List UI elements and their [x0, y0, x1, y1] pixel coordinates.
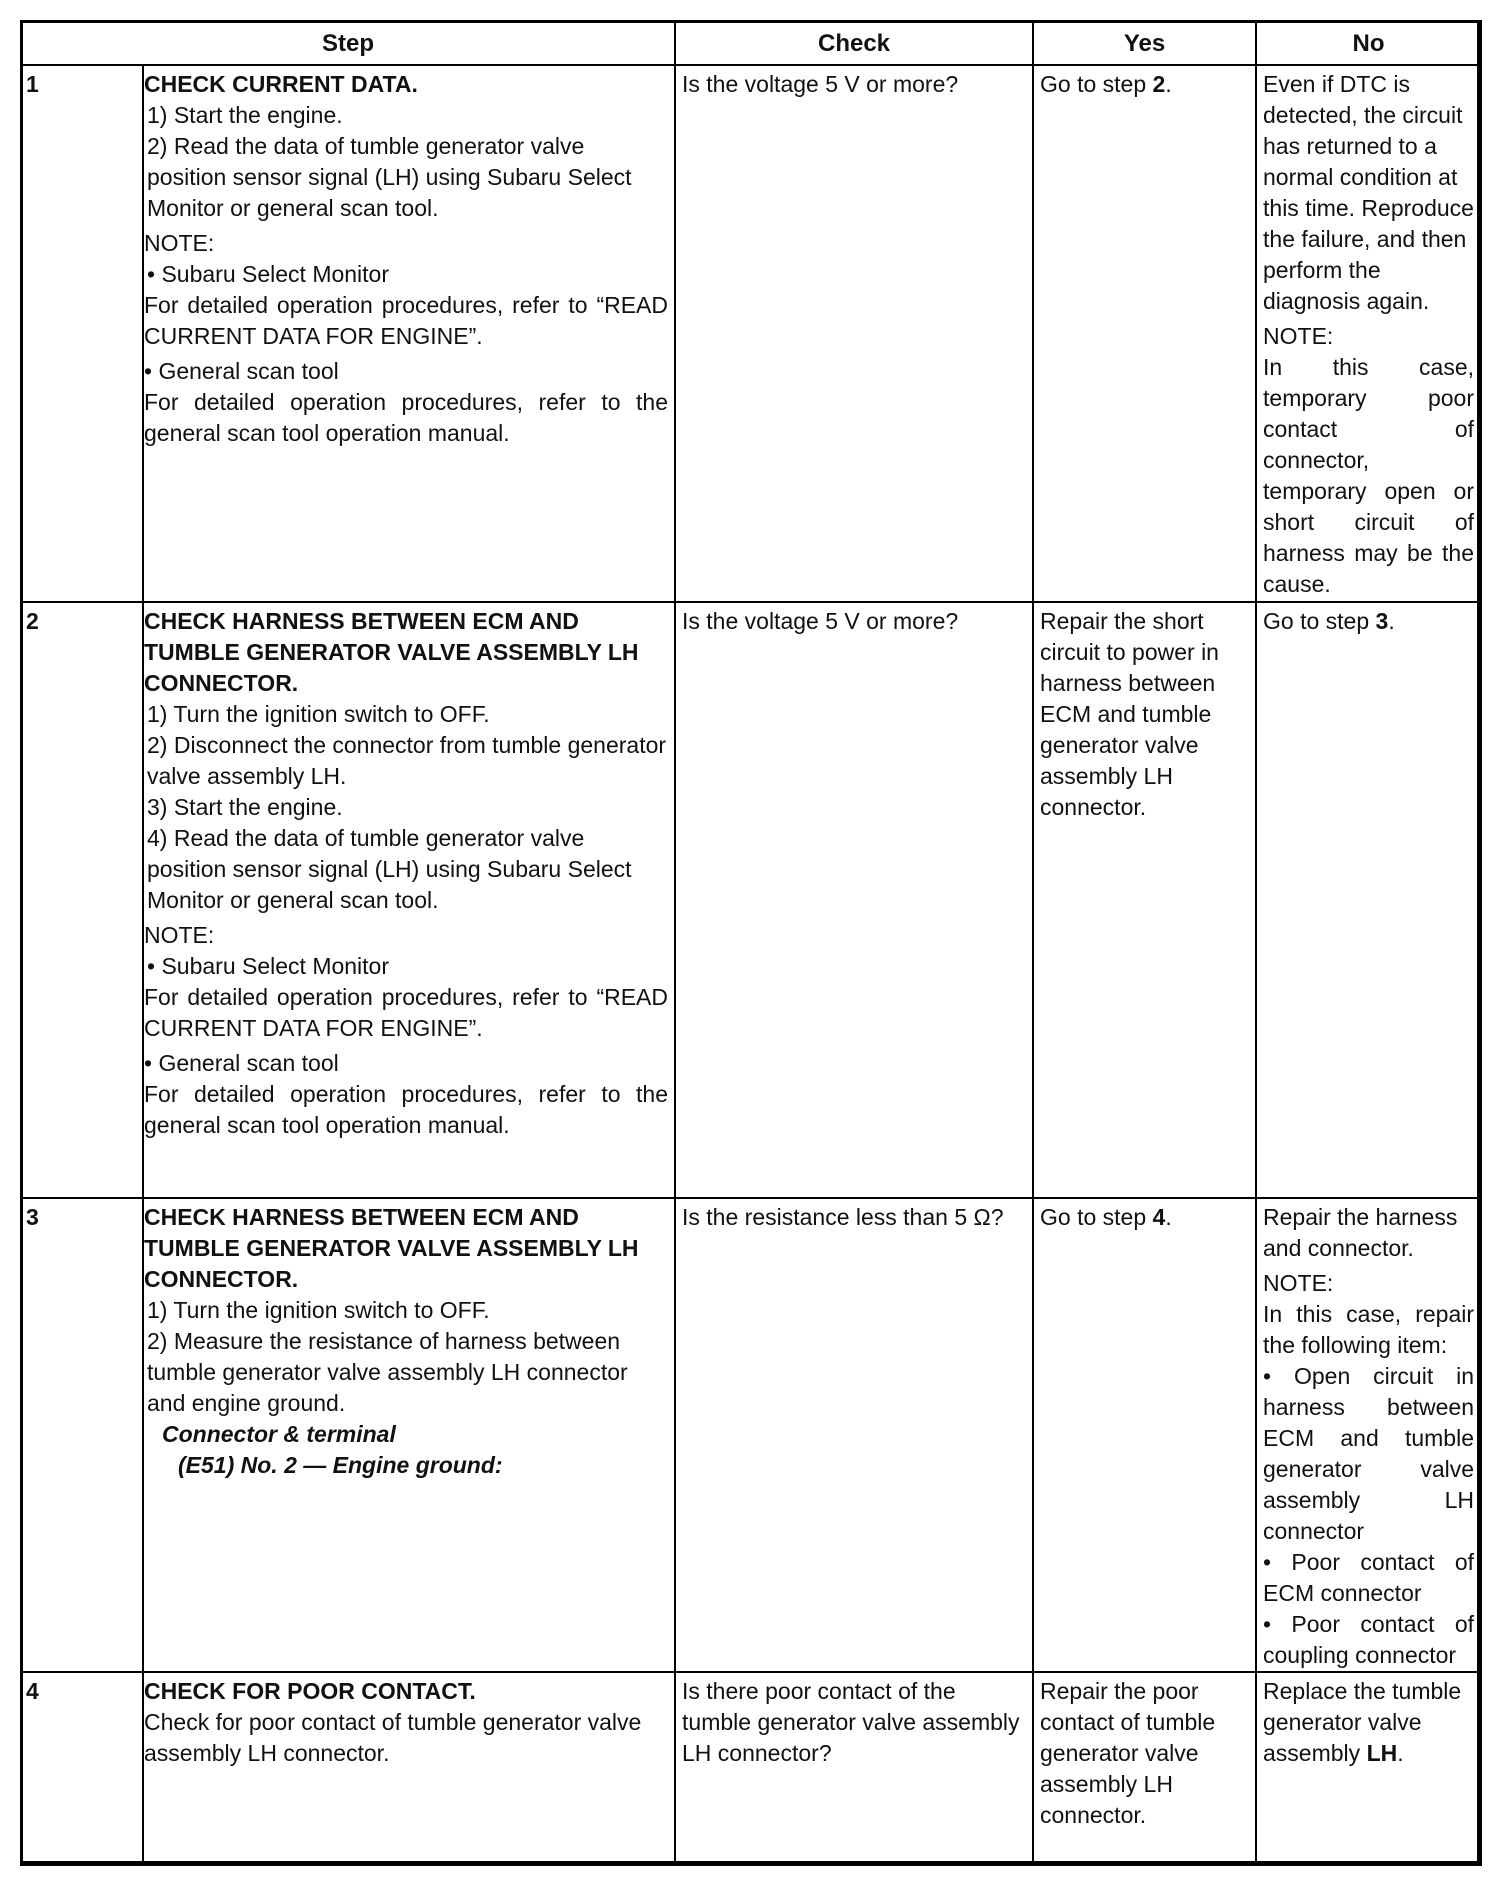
step-number: 4 [21, 1672, 143, 1865]
note-bullet: • Subaru Select Monitor [147, 953, 390, 979]
step-number: 3 [21, 1198, 143, 1672]
no-suffix: . [1397, 1740, 1404, 1766]
no-text: Even if DTC is detected, the circuit has returned to a normal condition at this time. Reproduce the failure, and then perform the diagnosis again. [1263, 71, 1474, 314]
note-label: NOTE: [144, 922, 215, 948]
step-item: 2) Measure the resistance of harness between tumble generator valve assembly LH connector and engine ground. [147, 1328, 628, 1416]
check-cell: Is the voltage 5 V or more? [675, 602, 1033, 1198]
no-step: 3 [1375, 608, 1389, 634]
yes-suffix: . [1165, 1204, 1172, 1230]
no-suffix: . [1388, 608, 1395, 634]
check-cell: Is the voltage 5 V or more? [675, 65, 1033, 602]
yes-prefix: Go to step [1040, 71, 1153, 97]
no-bold: LH [1366, 1740, 1398, 1766]
yes-suffix: . [1165, 71, 1172, 97]
step-title: CHECK CURRENT DATA. [144, 71, 418, 97]
no-bullet: • Poor contact of coupling connector [1263, 1611, 1475, 1668]
no-note: In this case, temporary poor contact of connector, temporary open or short circuit of harness may be the cause. [1263, 354, 1475, 597]
no-note: In this case, repair the following item: [1263, 1301, 1475, 1358]
yes-cell: Repair the short circuit to power in harness between ECM and tumble generator valve assembly LH connector. [1033, 602, 1256, 1198]
no-prefix: Replace the tumble generator valve assembly [1263, 1678, 1462, 1766]
yes-prefix: Go to step [1040, 1204, 1153, 1230]
note-bullet: • Subaru Select Monitor [147, 261, 390, 287]
no-note-label: NOTE: [1263, 323, 1334, 349]
step-item: 1) Start the engine. [147, 102, 343, 128]
header-check: Check [675, 21, 1033, 65]
header-no: No [1256, 21, 1481, 65]
step-title: CHECK HARNESS BETWEEN ECM AND TUMBLE GENERATOR VALVE ASSEMBLY LH CONNECTOR. [144, 1204, 639, 1292]
note-text: For detailed operation procedures, refer to the general scan tool operation manual. [144, 389, 669, 446]
note-text: For detailed operation procedures, refer to “READ CURRENT DATA FOR ENGINE”. [144, 984, 669, 1041]
connector-label: Connector & terminal [162, 1421, 396, 1447]
no-bullet: • Open circuit in harness between ECM and tumble generator valve assembly LH connector [1263, 1363, 1475, 1544]
check-cell: Is there poor contact of the tumble generator valve assembly LH connector? [675, 1672, 1033, 1865]
connector-value: (E51) No. 2 — Engine ground: [178, 1452, 503, 1478]
note-bullet: • General scan tool [144, 1050, 339, 1076]
note-label: NOTE: [144, 230, 215, 256]
yes-step: 4 [1152, 1204, 1166, 1230]
table-border [20, 20, 1480, 1864]
yes-step: 2 [1152, 71, 1166, 97]
header-yes: Yes [1033, 21, 1256, 65]
note-text: For detailed operation procedures, refer to “READ CURRENT DATA FOR ENGINE”. [144, 292, 669, 349]
no-prefix: Go to step [1263, 608, 1376, 634]
no-bullet: • Poor contact of ECM connector [1263, 1549, 1475, 1606]
step-item: 1) Turn the ignition switch to OFF. [147, 701, 490, 727]
step-item: 4) Read the data of tumble generator valve position sensor signal (LH) using Subaru Select Monitor or general scan tool. [147, 825, 632, 913]
step-item: 2) Disconnect the connector from tumble generator valve assembly LH. [147, 732, 667, 789]
step-text: Check for poor contact of tumble generator valve assembly LH connector. [144, 1709, 642, 1766]
step-title: CHECK FOR POOR CONTACT. [144, 1678, 476, 1704]
step-title: CHECK HARNESS BETWEEN ECM AND TUMBLE GENERATOR VALVE ASSEMBLY LH CONNECTOR. [144, 608, 639, 696]
step-number: 1 [21, 65, 143, 602]
note-bullet: • General scan tool [144, 358, 339, 384]
step-number: 2 [21, 602, 143, 1198]
no-text: Repair the harness and connector. [1263, 1204, 1458, 1261]
check-cell: Is the resistance less than 5 Ω? [675, 1198, 1033, 1672]
note-text: For detailed operation procedures, refer to the general scan tool operation manual. [144, 1081, 669, 1138]
step-item: 1) Turn the ignition switch to OFF. [147, 1297, 490, 1323]
header-step: Step [21, 21, 675, 65]
step-item: 3) Start the engine. [147, 794, 343, 820]
yes-cell: Repair the poor contact of tumble generator valve assembly LH connector. [1033, 1672, 1256, 1865]
no-note-label: NOTE: [1263, 1270, 1334, 1296]
step-item: 2) Read the data of tumble generator valve position sensor signal (LH) using Subaru Select Monitor or general scan tool. [147, 133, 632, 221]
